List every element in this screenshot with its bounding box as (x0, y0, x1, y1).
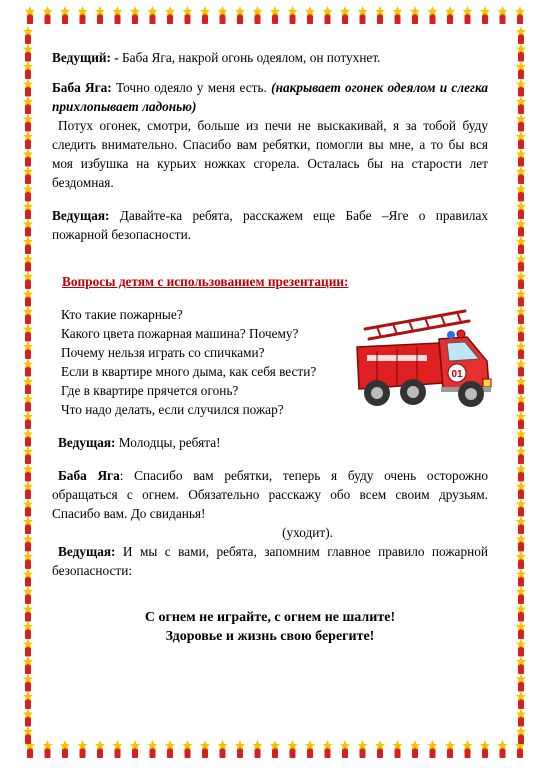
document-body (52, 48, 488, 646)
candle-ornament (516, 61, 526, 79)
candle-ornament (25, 6, 35, 24)
candle-ornament (516, 271, 526, 289)
candle-ornament (148, 740, 158, 758)
candle-ornament (305, 6, 315, 24)
candle-ornament (375, 740, 385, 758)
stage-direction: (накрывает огонек одеялом и слегка прихлопывает ладонью) (52, 80, 488, 114)
questions-section (52, 305, 488, 419)
candle-ornament (23, 359, 33, 377)
candle-ornament (23, 499, 33, 517)
candle-ornament (516, 604, 526, 622)
candle-ornament (23, 621, 33, 639)
candle-ornament (516, 306, 526, 324)
question-item: Какого цвета пожарная машина? Почему? (61, 326, 299, 341)
candle-ornament (516, 464, 526, 482)
candle-ornament (516, 481, 526, 499)
candle-ornament (43, 6, 53, 24)
candle-ornament (23, 726, 33, 744)
candle-ornament (323, 6, 333, 24)
candle-ornament (95, 740, 105, 758)
dialogue-text: Давайте-ка ребята, расскажем еще Бабе –Яге о правилах пожарной безопасности. (52, 208, 488, 242)
candle-ornament (23, 254, 33, 272)
candle-ornament (113, 6, 123, 24)
speaker-label: Баба Яга (58, 468, 120, 483)
candle-ornament (253, 6, 263, 24)
candle-ornament (23, 114, 33, 132)
candle-ornament (183, 740, 193, 758)
candle-ornament (23, 691, 33, 709)
candle-ornament (516, 429, 526, 447)
candle-ornament (23, 639, 33, 657)
speaker-label: Ведущая: (58, 435, 116, 450)
candle-ornament (516, 201, 526, 219)
candle-ornament (516, 446, 526, 464)
candle-ornament (498, 740, 508, 758)
candle-ornament (23, 79, 33, 97)
paragraph-baba-yaga-1 (52, 78, 488, 116)
candle-ornament (393, 740, 403, 758)
candle-ornament (428, 740, 438, 758)
candle-ornament (23, 236, 33, 254)
candle-ornament (23, 201, 33, 219)
paragraph-host-3 (52, 433, 488, 452)
candle-ornament (516, 691, 526, 709)
candle-ornament (23, 61, 33, 79)
candle-ornament (23, 26, 33, 44)
candle-ornament (305, 740, 315, 758)
candle-ornament (235, 6, 245, 24)
question-item: Если в квартире много дыма, как себя вести? (61, 364, 317, 379)
candle-ornament (516, 166, 526, 184)
dialogue-text: : Спасибо вам ребятки, теперь я буду очень осторожно обращаться с огнем. Обязательно расскажу обо всем своим друзьям. Спасибо вам. До свиданья! (52, 468, 488, 521)
candle-ornament (480, 6, 490, 24)
candle-ornament (23, 674, 33, 692)
candle-ornament (516, 26, 526, 44)
candle-ornament (516, 359, 526, 377)
candle-ornament (23, 446, 33, 464)
candle-ornament (516, 184, 526, 202)
candle-ornament (516, 79, 526, 97)
candle-ornament (95, 6, 105, 24)
candle-ornament (480, 740, 490, 758)
candle-ornament (410, 6, 420, 24)
candle-ornament (23, 411, 33, 429)
candle-ornament (445, 6, 455, 24)
candle-ornament (323, 740, 333, 758)
question-item: Почему нельзя играть со спичками? (61, 345, 265, 360)
candle-ornament (516, 324, 526, 342)
question-item: Что надо делать, если случился пожар? (61, 402, 284, 417)
candle-ornament (23, 429, 33, 447)
candle-ornament (23, 656, 33, 674)
candle-ornament (23, 551, 33, 569)
candle-ornament (23, 131, 33, 149)
candle-ornament (516, 534, 526, 552)
candle-ornament (23, 289, 33, 307)
candle-ornament (23, 586, 33, 604)
candle-ornament (60, 740, 70, 758)
dialogue-text: Точно одеяло у меня есть. (111, 80, 272, 95)
paragraph-host-2 (52, 206, 488, 244)
candle-ornament (200, 740, 210, 758)
dialogue-text: Молодцы, ребята! (115, 435, 221, 450)
stage-note: (уходит). (282, 525, 333, 540)
paragraph-host-1 (52, 48, 488, 67)
candle-ornament (375, 6, 385, 24)
candle-ornament (358, 6, 368, 24)
candle-ornament (515, 740, 525, 758)
speaker-label: Баба Яга: (52, 80, 112, 95)
candle-ornament (516, 149, 526, 167)
paragraph-baba-yaga-2: Потух огонек, смотри, больше из печи не выскакивай, я за тобой буду следить внимательно. Спасибо вам ребятки, помогли вы мне, а то бы вся моя избушка на курьих ножках сгорела. Осталась бы на старости лет бездомная. (52, 118, 488, 190)
candle-ornament (516, 44, 526, 62)
candle-ornament (445, 740, 455, 758)
candle-ornament (516, 516, 526, 534)
candle-ornament (516, 219, 526, 237)
candle-ornament (516, 114, 526, 132)
candle-ornament (515, 6, 525, 24)
candle-ornament (516, 254, 526, 272)
final-rule-line-1: С огнем не играйте, с огнем не шалите! (144, 610, 396, 625)
candle-ornament (393, 6, 403, 24)
candle-ornament (498, 6, 508, 24)
candle-ornament (516, 639, 526, 657)
candle-ornament (23, 604, 33, 622)
candle-ornament (23, 341, 33, 359)
candle-ornament (148, 6, 158, 24)
truck-number: 01 (451, 369, 463, 380)
candle-ornament (25, 740, 35, 758)
candle-ornament (23, 534, 33, 552)
candle-ornament (516, 236, 526, 254)
candle-ornament (516, 551, 526, 569)
candle-ornament (23, 709, 33, 727)
final-rule-line-2: Здоровье и жизнь свою берегите! (165, 629, 375, 644)
candle-ornament (516, 621, 526, 639)
speaker-label: Ведущая: (52, 208, 110, 223)
paragraph-host-4 (52, 542, 488, 580)
candle-ornament (516, 674, 526, 692)
candle-ornament (23, 96, 33, 114)
candle-ornament (340, 6, 350, 24)
candle-ornament (78, 6, 88, 24)
candle-ornament (183, 6, 193, 24)
candle-ornament (218, 6, 228, 24)
candle-ornament (23, 306, 33, 324)
candle-ornament (428, 6, 438, 24)
candle-ornament (113, 740, 123, 758)
candle-ornament (23, 464, 33, 482)
candle-ornament (463, 740, 473, 758)
candle-ornament (23, 516, 33, 534)
dialogue-text: Баба Яга, накрой огонь одеялом, он потухнет. (118, 50, 381, 65)
question-item: Кто такие пожарные? (61, 307, 183, 322)
candle-ornament (516, 96, 526, 114)
candle-ornament (516, 411, 526, 429)
candle-ornament (516, 499, 526, 517)
candle-ornament (235, 740, 245, 758)
candle-ornament (270, 6, 280, 24)
candle-ornament (23, 376, 33, 394)
question-item: Где в квартире прячется огонь? (61, 383, 239, 398)
candle-ornament (23, 394, 33, 412)
candle-ornament (340, 740, 350, 758)
candle-ornament (516, 289, 526, 307)
candle-ornament (516, 131, 526, 149)
fire-truck-illustration (347, 299, 497, 417)
candle-ornament (60, 6, 70, 24)
questions-list (52, 305, 332, 419)
candle-ornament (516, 656, 526, 674)
candle-ornament (23, 184, 33, 202)
candle-ornament (200, 6, 210, 24)
candle-ornament (165, 6, 175, 24)
speaker-label: Ведущая: (58, 544, 116, 559)
candle-ornament (288, 6, 298, 24)
candle-ornament (78, 740, 88, 758)
candle-ornament (23, 324, 33, 342)
candle-ornament (410, 740, 420, 758)
candle-ornament (130, 6, 140, 24)
section-heading: Вопросы детям с использованием презентации: (62, 274, 349, 289)
candle-ornament (516, 341, 526, 359)
candle-ornament (516, 709, 526, 727)
paragraph-baba-yaga-3 (52, 466, 488, 523)
candle-ornament (218, 740, 228, 758)
candle-ornament (23, 569, 33, 587)
dialogue-text: И мы с вами, ребята, запомним главное правило пожарной безопасности: (52, 544, 488, 578)
candle-ornament (23, 44, 33, 62)
candle-ornament (130, 740, 140, 758)
candle-ornament (516, 394, 526, 412)
speaker-label: Ведущий: - (52, 50, 119, 65)
candle-ornament (165, 740, 175, 758)
candle-ornament (23, 149, 33, 167)
candle-ornament (23, 481, 33, 499)
candle-ornament (516, 376, 526, 394)
candle-ornament (23, 271, 33, 289)
candle-ornament (516, 726, 526, 744)
candle-ornament (23, 219, 33, 237)
candle-ornament (253, 740, 263, 758)
candle-ornament (288, 740, 298, 758)
candle-ornament (270, 740, 280, 758)
candle-ornament (23, 166, 33, 184)
candle-ornament (516, 586, 526, 604)
candle-ornament (43, 740, 53, 758)
candle-ornament (463, 6, 473, 24)
candle-ornament (516, 569, 526, 587)
candle-ornament (358, 740, 368, 758)
